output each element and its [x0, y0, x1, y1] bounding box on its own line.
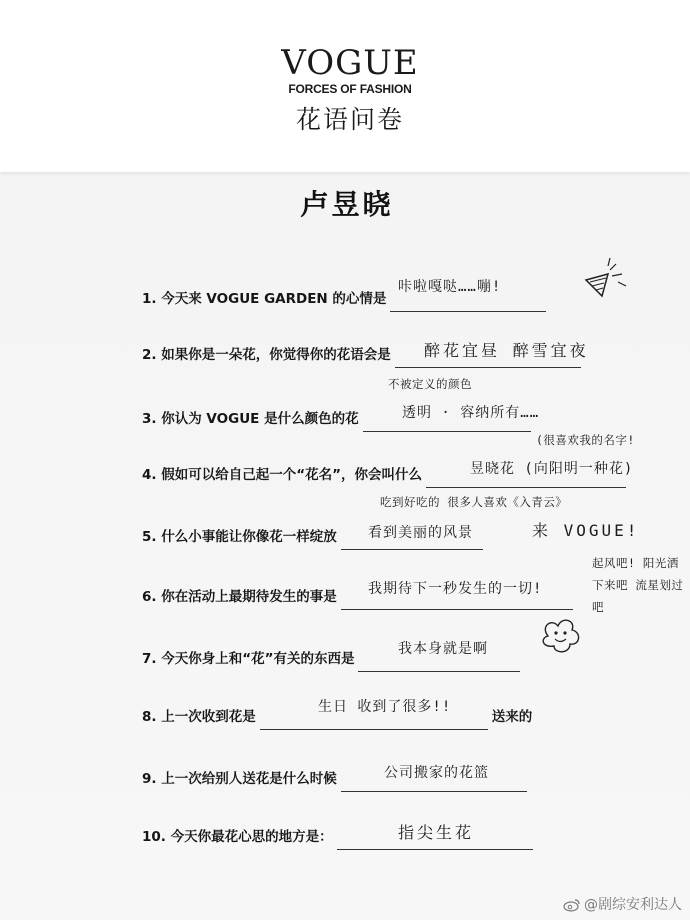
questionnaire-title: 花语问卷	[295, 105, 404, 134]
handwritten-note: (很喜欢我的名字!	[536, 433, 635, 447]
question-label: 6. 你在活动上最期待发生的事是	[142, 589, 337, 605]
handwritten-note: 起风吧! 阳光洒下来吧 流星划过吧	[592, 556, 684, 614]
question-label: 7. 今天你身上和“花”有关的东西是	[142, 651, 355, 667]
weibo-icon	[563, 898, 581, 912]
question-label: 10. 今天你最花心思的地方是：	[142, 829, 333, 845]
watermark-text: @剧综安利达人	[584, 897, 682, 913]
handwritten-answer: 透明 · 容纳所有……	[402, 405, 540, 421]
handwritten-answer: 我本身就是啊	[398, 641, 488, 657]
flower-doodle-icon	[538, 616, 584, 656]
handwritten-answer: 指尖生花	[398, 823, 475, 842]
question-label: 3. 你认为 VOGUE 是什么颜色的花	[142, 411, 359, 427]
question-10	[142, 824, 533, 850]
watermark	[563, 894, 682, 914]
question-label: 2. 如果你是一朵花，你觉得你的花语会是	[142, 347, 391, 363]
handwritten-note: 吃到好吃的 很多人喜欢《入青云》	[380, 495, 568, 509]
question-label: 1. 今天来 VOGUE GARDEN 的心情是	[142, 291, 387, 307]
person-name: 卢昱晓	[300, 188, 394, 221]
handwritten-answer: 昱晓花 (向阳明一种花)	[470, 461, 634, 477]
question-suffix: 送来的	[491, 709, 533, 725]
question-label: 5. 什么小事能让你像花一样绽放	[142, 529, 337, 545]
question-label: 9. 上一次给别人送花是什么时候	[142, 771, 337, 787]
handwritten-extra: 来 VOGUE!	[532, 521, 640, 540]
question-label: 8. 上一次收到花是	[142, 709, 256, 725]
handwritten-answer: 我期待下一秒发生的一切!	[368, 581, 543, 597]
handwritten-answer: 看到美丽的风景	[368, 525, 473, 541]
handwritten-answer: 咔啦嘎哒……嘣!	[398, 279, 502, 295]
handwritten-note: 不被定义的颜色	[388, 377, 472, 391]
bomb-doodle-icon	[580, 256, 632, 300]
handwritten-answer: 公司搬家的花篮	[384, 765, 489, 781]
handwritten-answer: 生日 收到了很多!!	[318, 699, 452, 715]
question-label: 4. 假如可以给自己起一个“花名”，你会叫什么	[142, 467, 422, 483]
brand-logo: VOGUE	[281, 43, 419, 83]
brand-tagline: FORCES OF FASHION	[288, 82, 412, 96]
handwritten-answer: 醉花宜昼 醉雪宜夜	[424, 341, 589, 360]
